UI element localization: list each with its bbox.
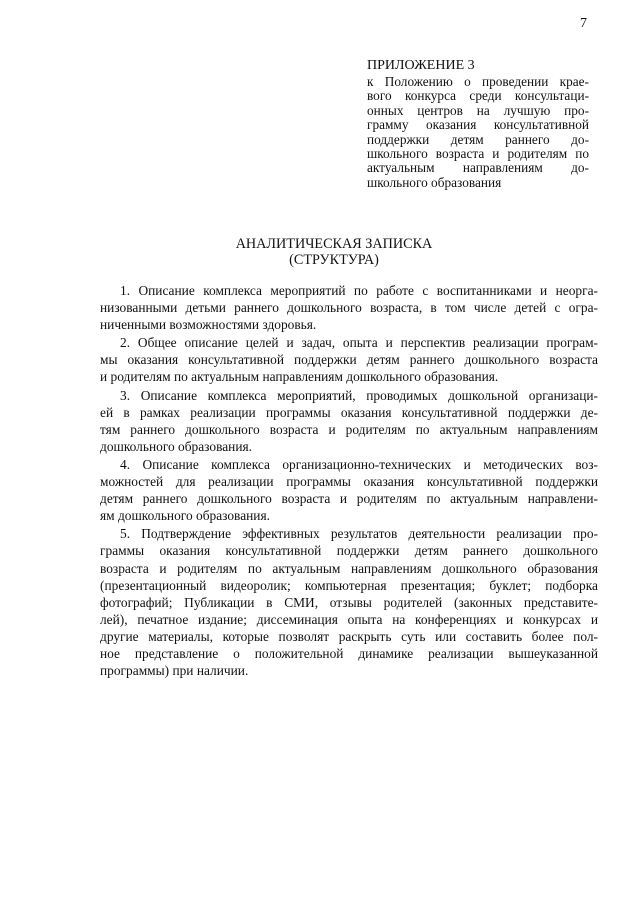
item-line: ное представление о положительной динамике реализации вышеуказанной [100,645,598,661]
item-line: (презентационный видеоролик; компьютерная презентация; буклет; подборка [100,577,598,593]
list-item [100,456,598,524]
item-line: 5. Подтверждение эффективных результатов деятельности реализации про- [120,526,598,542]
list-item [100,387,598,455]
appendix-line: актуальным направлениям до- [367,160,589,176]
appendix-line: грамму оказания консультативной [367,117,589,133]
heading-title: АНАЛИТИЧЕСКАЯ ЗАПИСКА [235,236,433,252]
heading-subtitle: (СТРУКТУРА) [289,252,379,268]
page-number: 7 [580,16,587,31]
appendix-title: ПРИЛОЖЕНИЕ 3 [367,58,475,73]
appendix-line: школьного образования [367,174,502,190]
item-line: детям раннего дошкольного возраста и родителям по актуальным направлени- [100,491,598,507]
appendix-line: вого конкурса среди консультаци- [367,88,589,104]
appendix-block [367,58,589,190]
document-body [100,282,598,680]
item-line: низованными детьми раннего дошкольного возраста, в том числе детей с огра- [100,300,598,316]
item-line: фотографий; Публикации в СМИ, отзывы родителей (законных представите- [100,594,598,610]
item-line: и родителям по актуальным направлениям дошкольного образования. [100,369,499,385]
item-line: граммы оказания консультативной поддержки детям раннего дошкольного [100,543,598,559]
item-line: 3. Описание комплекса мероприятий, проводимых дошкольной организаци- [120,387,598,403]
item-line: 2. Общее описание целей и задач, опыта и перспектив реализации програм- [120,335,598,351]
item-line: тям раннего дошкольного возраста и родителям по актуальным направлениям [100,421,598,437]
item-line: другие материалы, которые позволят раскрыть суть или составить более пол- [100,628,598,644]
item-line: 4. Описание комплекса организационно-технических и методических воз- [120,456,598,472]
item-line: ей в рамках реализации программы оказания консультативной поддержки де- [100,404,598,420]
item-line: можностей для реализации программы оказания консультативной поддержки [100,474,598,490]
list-item [100,282,598,333]
list-item [100,525,598,679]
item-line: 1. Описание комплекса мероприятий по работе с воспитанниками и неорга- [120,283,598,298]
item-line: лей), печатное издание; диссеминация опыта на конференциях и конкурсах и [100,611,598,627]
appendix-line: к Положению о проведении крае- [367,74,589,89]
item-line: возраста и родителям по актуальным направлениям дошкольного образования [100,560,598,576]
item-line: дошкольного образования. [100,438,252,454]
item-line: ниченными возможностями здоровья. [100,317,317,333]
list-item [100,334,598,385]
appendix-line: школьного возраста и родителям по [367,146,589,162]
item-line: мы оказания консультативной поддержки детям раннего дошкольного возраста [100,352,598,368]
item-line: программы) при наличии. [100,663,249,679]
appendix-line: поддержки детям раннего до- [367,131,589,147]
document-heading [0,236,640,268]
appendix-line: онных центров на лучшую про- [367,102,589,118]
item-line: ям дошкольного образования. [100,508,270,524]
